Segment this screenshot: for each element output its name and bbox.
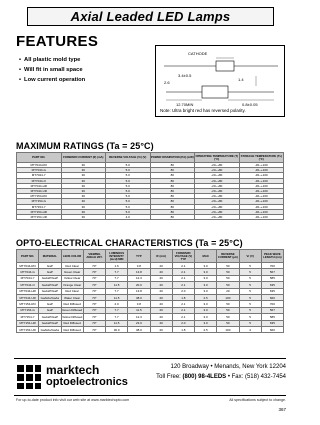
table-cell: 12.3: [128, 275, 150, 281]
table-cell: 20: [150, 263, 172, 269]
table-cell: 30: [61, 204, 106, 209]
table-cell: 3.8: [128, 263, 150, 269]
table-cell: 80: [150, 209, 195, 214]
table-cell: MT7154-RO: [17, 301, 39, 307]
table-cell: 5: [239, 301, 261, 307]
table-cell: 7.7: [106, 275, 128, 281]
table-row: [17, 214, 284, 219]
table-cell: 5.0: [106, 204, 151, 209]
phone-prefix: Toll Free:: [156, 374, 183, 380]
table-cell: 2.1: [172, 275, 194, 281]
table-cell: 20.0: [128, 282, 150, 288]
table-cell: GaP: [39, 307, 61, 313]
table-cell: 30: [61, 183, 106, 188]
table-cell: 3.8: [128, 301, 150, 307]
table-cell: 80: [150, 183, 195, 188]
table-cell: -30~+100: [239, 183, 284, 188]
table-cell: 5: [239, 269, 261, 275]
table-cell: 20: [217, 288, 239, 294]
table-cell: 5: [239, 288, 261, 294]
table-cell: MT7044-O: [17, 282, 39, 288]
phone-number: (800) 98-4LEDS: [182, 374, 227, 380]
table-cell: 5: [239, 263, 261, 269]
table-cell: MT7044-Y: [17, 275, 39, 281]
table-cell: 11.5: [106, 320, 128, 326]
table-cell: 5.0: [106, 178, 151, 183]
table-cell: MT7154-G: [17, 307, 39, 313]
table-cell: 635: [261, 288, 283, 294]
dim-label: 2.6: [164, 80, 170, 85]
table-cell: 70°: [83, 269, 105, 275]
table-cell: 50: [217, 301, 239, 307]
column-header: FORWARD VOLTAGE (V) TYP: [172, 250, 194, 263]
table-cell: 20: [150, 275, 172, 281]
table-cell: 3.0: [195, 275, 217, 281]
table-cell: 100: [217, 294, 239, 300]
table-cell: -30~+100: [239, 178, 284, 183]
table-cell: Green Clear: [61, 269, 83, 275]
table-cell: GaP: [39, 301, 61, 307]
table-cell: 12.3: [128, 314, 150, 320]
table-cell: GaAlAs/GaAs: [40, 327, 60, 332]
table-cell: -20~+80: [195, 168, 240, 173]
table-cell: -30~+100: [239, 188, 284, 193]
brand-name: marktech: [46, 363, 100, 377]
max-ratings-heading: MAXIMUM RATINGS (Ta = 25°C): [16, 141, 154, 151]
table-cell: MT7044-HR: [17, 288, 39, 294]
table-cell: 30: [61, 188, 106, 193]
table-cell: 70°: [83, 307, 105, 313]
table-cell: 80: [150, 194, 195, 199]
table-cell: 80: [150, 214, 195, 219]
table-cell: 80: [150, 163, 195, 168]
table-cell: -20~+80: [195, 173, 240, 178]
dim-label: 0.8±0.05: [242, 102, 258, 107]
table-cell: 1.8: [172, 294, 194, 300]
table-cell: 70°: [83, 282, 105, 288]
page-title: Axial Leaded LED Lamps: [70, 9, 231, 24]
table-cell: 80: [150, 188, 195, 193]
table-cell: 20: [150, 320, 172, 326]
table-cell: 80: [150, 168, 195, 173]
table-cell: MT7044-G: [17, 168, 62, 173]
brand-subname: optoelectronics: [46, 376, 128, 388]
table-cell: 3.0: [195, 301, 217, 307]
opto-table: [16, 249, 284, 333]
table-cell: 50: [217, 263, 239, 269]
table-cell: 11.5: [106, 282, 128, 288]
table-cell: 7.7: [106, 314, 128, 320]
table-cell: 5.0: [106, 209, 151, 214]
column-header: Vr (V): [239, 250, 261, 263]
feature-item: • Low current operation: [19, 75, 85, 85]
table-cell: 2.5: [195, 294, 217, 300]
table-cell: Red Diffused: [61, 320, 83, 326]
table-cell: 3.0: [195, 288, 217, 294]
table-cell: GaAlAs/GaAs: [40, 295, 60, 300]
table-cell: 2.1: [172, 263, 194, 269]
column-header: LUMINOUS INTENSITY (mcd) MIN: [106, 250, 128, 263]
table-cell: -20~+80: [195, 194, 240, 199]
footer-rule: [14, 358, 286, 359]
table-cell: GaAsP/GaP: [39, 275, 61, 281]
table-cell: 30: [61, 163, 106, 168]
table-cell: MT7154-HR: [17, 320, 39, 326]
table-cell: 5: [239, 307, 261, 313]
table-cell: 2.5: [195, 326, 217, 332]
table-cell: 2.0: [106, 301, 128, 307]
table-cell: 2.1: [172, 301, 194, 307]
table-cell: 80: [150, 173, 195, 178]
table-cell: 20: [150, 294, 172, 300]
table-cell: Red Clear: [61, 263, 83, 269]
table-cell: 567: [261, 307, 283, 313]
table-cell: 5: [239, 294, 261, 300]
table-cell: MT7044-RO: [17, 163, 62, 168]
table-cell: 3.0: [195, 263, 217, 269]
table-cell: 5.0: [106, 173, 151, 178]
feature-list: [19, 55, 85, 85]
table-cell: -20~+80: [195, 204, 240, 209]
table-cell: 2.1: [172, 307, 194, 313]
table-cell: GaAsP/GaP: [39, 320, 61, 326]
table-cell: 5: [239, 314, 261, 320]
table-cell: MT7044-RO: [17, 263, 39, 269]
table-cell: 50: [217, 275, 239, 281]
table-cell: 50: [217, 314, 239, 320]
table-cell: MT7044-HR: [17, 183, 62, 188]
column-header: OPERATING TEMPERATURE (T) (°C): [195, 153, 239, 161]
opto-heading: OPTO-ELECTRICAL CHARACTERISTICS (Ta = 25°C): [16, 238, 243, 248]
table-cell: -30~+100: [239, 209, 284, 214]
table-cell: 20: [150, 288, 172, 294]
table-cell: 38.0: [128, 294, 150, 300]
table-cell: 100: [217, 326, 239, 332]
table-cell: MT7154-RO: [17, 194, 62, 199]
table-cell: 7.7: [106, 307, 128, 313]
diagram-note: Note: Ultra bright red has reversed polarity.: [160, 108, 246, 113]
table-cell: -20~+80: [195, 214, 240, 219]
column-header: FORWARD CURRENT (If) (mA): [61, 153, 106, 163]
table-cell: 30: [61, 209, 106, 214]
table-cell: -30~+100: [239, 194, 284, 199]
table-cell: 30: [61, 168, 106, 173]
table-cell: 3.0: [195, 307, 217, 313]
table-cell: 5.0: [106, 188, 151, 193]
table-cell: 50: [217, 307, 239, 313]
table-cell: 1.6: [106, 263, 128, 269]
table-cell: 3.0: [195, 269, 217, 275]
fax-number: • Fax: (518) 432-7454: [226, 374, 286, 380]
table-cell: 30: [61, 194, 106, 199]
table-cell: -30~+100: [239, 204, 284, 209]
table-cell: MT7154-Y: [17, 204, 62, 209]
table-cell: MT7044-G: [17, 269, 39, 275]
table-cell: 80: [150, 178, 195, 183]
column-header: TYP: [128, 250, 150, 263]
table-cell: 13.8: [128, 288, 150, 294]
table-cell: -30~+100: [239, 168, 284, 173]
table-cell: Water Clear: [61, 294, 83, 300]
table-cell: 70°: [83, 326, 105, 332]
table-cell: 660: [261, 326, 283, 332]
table-cell: 2.0: [172, 320, 194, 326]
table-cell: 635: [261, 282, 283, 288]
table-cell: 11.5: [106, 294, 128, 300]
table-cell: 5.0: [106, 163, 151, 168]
table-cell: -20~+80: [195, 199, 240, 204]
table-cell: 11.5: [128, 307, 150, 313]
table-cell: 30: [61, 178, 106, 183]
table-cell: 700: [261, 301, 283, 307]
table-cell: -20~+80: [195, 209, 240, 214]
table-cell: Red Clear: [61, 288, 83, 294]
table-cell: 5: [239, 275, 261, 281]
table-cell: 7.7: [106, 269, 128, 275]
column-header: PART NO.: [17, 250, 39, 263]
table-cell: MT7154-Y: [17, 314, 39, 320]
table-cell: GaP: [39, 263, 61, 269]
table-cell: 30: [61, 214, 106, 219]
page-number: 367: [278, 407, 286, 412]
column-header: REVERSE VOLTAGE (Vr) (V): [106, 153, 151, 163]
table-cell: 13.8: [128, 269, 150, 275]
dimension-diagram: [155, 45, 285, 117]
table-cell: 80: [150, 199, 195, 204]
spec-change-note: All specifications subject to change.: [229, 398, 286, 402]
table-cell: -20~+80: [195, 178, 240, 183]
table-cell: Green Diffused: [62, 308, 83, 313]
table-cell: 70°: [83, 320, 105, 326]
dim-label: 1.4: [238, 77, 244, 82]
table-cell: 20: [150, 301, 172, 307]
table-cell: -20~+80: [195, 188, 240, 193]
table-cell: 700: [261, 263, 283, 269]
company-address: 120 Broadway • Menands, New York 12204: [170, 364, 286, 370]
dim-label: CATHODE: [188, 51, 208, 56]
table-cell: MT7154-UR: [17, 326, 39, 332]
table-cell: GaP: [39, 269, 61, 275]
column-header: PART NO.: [17, 153, 62, 163]
table-cell: 1.8: [172, 326, 194, 332]
table-cell: Yellow Diffused: [61, 314, 83, 319]
table-cell: 30.0: [106, 326, 128, 332]
table-cell: 70°: [83, 314, 105, 320]
table-cell: 70°: [83, 288, 105, 294]
table-cell: 20: [150, 307, 172, 313]
table-cell: -20~+80: [195, 163, 240, 168]
table-cell: 2.1: [172, 269, 194, 275]
max-ratings-table: [16, 152, 284, 220]
table-cell: 20: [150, 314, 172, 320]
dim-label: 12.70MIN: [176, 102, 194, 107]
table-cell: -30~+100: [239, 214, 284, 219]
table-cell: 585: [261, 314, 283, 320]
table-cell: 585: [261, 275, 283, 281]
table-cell: 5.0: [106, 199, 151, 204]
table-cell: MT7154-HR: [17, 209, 62, 214]
table-cell: 3.0: [195, 282, 217, 288]
column-header: PEAK WAVE LENGTH (nm): [261, 250, 283, 263]
table-cell: 660: [261, 294, 283, 300]
table-cell: 4: [239, 326, 261, 332]
table-cell: 5.0: [106, 183, 151, 188]
table-row: [17, 326, 284, 332]
table-cell: 30: [61, 173, 106, 178]
column-header: VIEWING ANGLE 2θ½: [83, 250, 105, 263]
website-note: For up-to-date product info visit our web site at www.marktechopto.com: [16, 398, 130, 402]
dim-label: 3.4±0.5: [178, 73, 192, 78]
table-cell: Red Diffused: [61, 326, 83, 332]
table-cell: 3.0: [195, 314, 217, 320]
table-cell: MT7044-UR: [17, 294, 39, 300]
table-cell: 5: [239, 320, 261, 326]
table-cell: Red Diffused: [61, 301, 83, 307]
table-cell: MT7154-G: [17, 199, 62, 204]
table-cell: 50: [217, 320, 239, 326]
table-cell: 80: [150, 204, 195, 209]
table-cell: 50: [217, 269, 239, 275]
table-cell: 2.1: [172, 314, 194, 320]
table-cell: 567: [261, 269, 283, 275]
feature-item: • Will fit in small space: [19, 65, 85, 75]
table-cell: -30~+100: [239, 199, 284, 204]
column-header: IF (mA): [150, 250, 172, 263]
column-header: POWER DISSIPATION (Pd) (mW): [150, 153, 195, 163]
table-cell: 5.0: [106, 194, 151, 199]
table-cell: 20: [150, 326, 172, 332]
table-cell: 4.0: [106, 214, 151, 219]
table-cell: 70°: [83, 301, 105, 307]
column-header: MATERIAL: [39, 250, 61, 263]
column-header: STORAGE TEMPERATURE (Ts) (°C): [240, 153, 282, 161]
table-cell: 2.1: [172, 282, 194, 288]
column-header: MAX: [195, 250, 217, 263]
table-cell: 5.0: [106, 168, 151, 173]
table-cell: -30~+100: [239, 163, 284, 168]
column-header: REVERSE CURRENT (µA): [217, 250, 239, 263]
table-cell: 38.0: [128, 326, 150, 332]
title-banner: [27, 7, 274, 26]
table-cell: MT7044-UR: [17, 188, 62, 193]
table-cell: 23.0: [128, 320, 150, 326]
marktech-logo-icon: [16, 364, 42, 390]
table-cell: GaAsP/GaP: [39, 282, 61, 288]
table-cell: -20~+80: [195, 183, 240, 188]
table-cell: 7.7: [106, 288, 128, 294]
table-cell: MT7044-Y: [17, 173, 62, 178]
table-cell: 20: [150, 282, 172, 288]
table-cell: 5: [239, 282, 261, 288]
company-phone: [156, 374, 286, 380]
table-cell: -30~+100: [239, 173, 284, 178]
table-cell: 30: [61, 199, 106, 204]
features-heading: FEATURES: [16, 33, 99, 50]
table-cell: 70°: [83, 294, 105, 300]
table-cell: Yellow Clear: [61, 275, 83, 281]
table-cell: MT7044-O: [17, 178, 62, 183]
table-cell: 70°: [83, 263, 105, 269]
table-cell: 2.0: [172, 288, 194, 294]
table-cell: 50: [217, 282, 239, 288]
bottom-rule: [14, 395, 286, 396]
table-cell: 3.0: [195, 320, 217, 326]
table-cell: 20: [150, 269, 172, 275]
table-cell: GaAsP/GaP: [39, 314, 61, 320]
table-cell: MT7154-UR: [17, 214, 62, 219]
column-header: LENS COLOR: [61, 250, 83, 263]
table-cell: Orange Clear: [61, 282, 83, 288]
table-cell: GaAsP/GaP: [39, 288, 61, 294]
table-cell: 70°: [83, 275, 105, 281]
table-cell: 635: [261, 320, 283, 326]
feature-item: • All plastic mold type: [19, 55, 85, 65]
